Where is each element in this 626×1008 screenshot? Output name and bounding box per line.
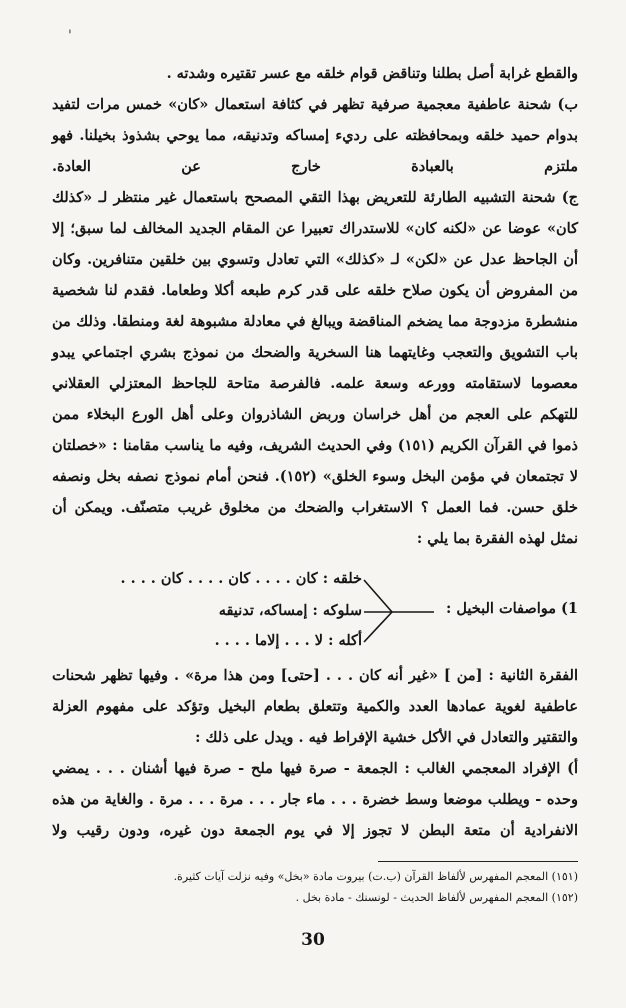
footnote-152: (١٥٢) المعجم المفهرس لألفاظ الحديث - لونسنك - مادة بخل .: [295, 891, 578, 904]
main-text: [52, 58, 578, 554]
paragraph-c: ج) شحنة التشبيه الطارئة للتعريض بهذا التقي المصحح باستعمال غير منتظر لـ «كذلك كان» عوضا عن «لكنه كان» للاستدراك تعبيرا عن المقام الجديد المخالف لما سبق؛ إلا أن الجاحظ عدل عن «لكن» لـ «كذلك» التي تعادل وتسوي بين خلقين متنافرين. وكان من المفروض أن يكون صلاح خلقه على قدر كرم طبعه أكلا وطعاما. فقدم لنا شخصية منشطرة مزدوجة مما يضخم المناقضة ويبالغ في معادلة مشبوهة لغة ومنطقا. وذلك من باب التشويق والتعجب وغايتهما هنا السخرية والضحك من نموذج بشري اجتماعي يبدو معصوما لاستقامته وورعه وسعة علمه. فالفرصة متاحة للجاحظ المعتزلي العقلاني للتهكم على العجم من أهل خراسان وربض الشاذروان وعلى أهل الورع البخلاء ممن ذموا في القرآن الكريم (١٥١) وفي الحديث الشريف، وفيه ما يناسب مقامنا : «خصلتان لا تجتمعان في مؤمن البخل وسوء الخلق» (١٥٢). فنحن أمام نموذج نصفه بخل ونصفه خلق حسن. فما العمل ؟ الاستغراب والضحك من مخلوق غريب متصنّف. ويمكن أن نمثل لهذه الفقرة بما يلي :: [52, 189, 578, 547]
page-number: 30: [301, 930, 325, 950]
traits-diagram: [52, 568, 578, 656]
footnote-divider: [378, 861, 578, 862]
corner-mark: ': [68, 28, 72, 44]
diagram-label: 1) مواصفات البخيل :: [446, 600, 578, 617]
footnote-151: (١٥١) المعجم المفهرس لألفاظ القرآن (ب.ت) بيروت مادة «بخل» وفيه نزلت آيات كثيرة.: [173, 870, 578, 883]
diagram-branch-character: خلقه : كان . . . . كان . . . . كان . . . .: [120, 570, 362, 587]
paragraph-a: أ) الإفراد المعجمي الغالب : الجمعة - صرة فيها ملح - صرة فيها أشنان . . . يمضي وحده - ويطلب موضعا وسط خضرة . . . ماء جار . . . مرة . . . مرة . والغاية من هذه الانفرادية أن متعة البطن لا تجوز إلا في يوم الجمعة دون غيره، ودون رقيب ولا: [52, 760, 578, 839]
footnotes: [52, 866, 578, 908]
paragraph-second-section: الفقرة الثانية : [من ] «غير أنه كان . . . [حتى] ومن هذا مرة» . وفيها تظهر شحنات عاطفية لغوية عمادها العدد والكمية وتتعلق بطعام البخيل وتؤكد على مفهوم العزلة والتقتير والتعادل في الأكل خشية الإفراط فيه . ويدل على ذلك :: [52, 667, 578, 746]
diagram-branch-eating: أكله : لا . . . إلاما . . . .: [214, 632, 362, 649]
main-text-continued: [52, 660, 578, 846]
paragraph-b: ب) شحنة عاطفية معجمية صرفية تظهر في كثافة استعمال «كان» خمس مرات لتفيد بدوام حميد خلقه وبمحافظته على رديء إمساكه وتدنيقه، مما يوحي بشذوذ بخيلنا. فهو ملتزم بالعبادة خارج عن العادة.: [52, 96, 578, 175]
paragraph-intro: والقطع غرابة أصل بطلنا وتناقض قوام خلقه مع عسر تقتيره وشدته .: [166, 65, 578, 82]
diagram-branch-behavior: سلوكه : إمساكه، تدنيقه: [218, 602, 362, 619]
